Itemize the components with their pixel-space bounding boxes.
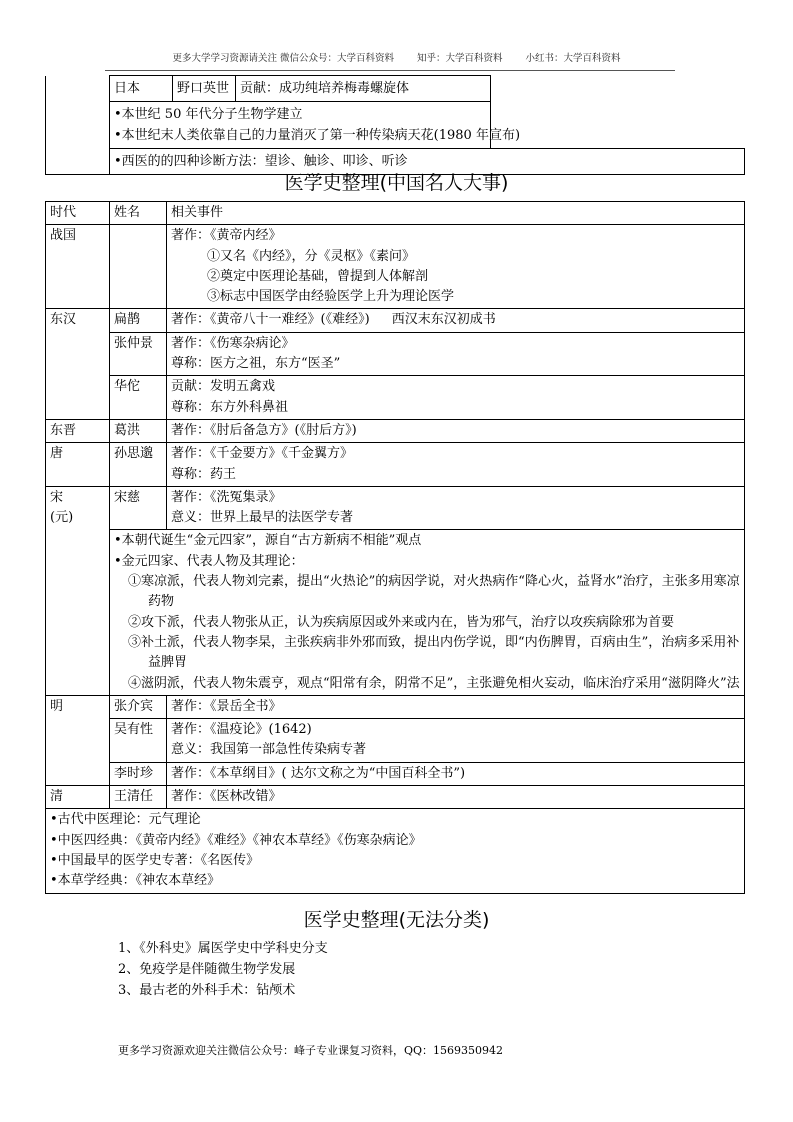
school-item: ②攻下派，代表人物张从正，认为疾病原因或外来或内在，皆为邪气，治疗以攻疾病除邪为首要 <box>128 614 675 630</box>
name-cell: 扁鹊 <box>110 309 167 332</box>
event-line: 意义：世界上最早的法医学专著 <box>171 510 354 526</box>
event-line: 著作：《温疫论》(1642) <box>171 722 312 738</box>
section-title-unclassified: 医学史整理(无法分类) <box>303 909 490 931</box>
event-line: 著作：《黄帝内经》 <box>171 228 282 244</box>
events-cell: 著作：《医林改错》 <box>167 786 745 809</box>
event-line: 尊称：医方之祖，东方“医圣” <box>171 356 341 372</box>
summary-line: •中医四经典：《黄帝内经》《难经》《神农本草经》《伤寒杂病论》 <box>50 832 422 848</box>
western-medicine-continuation-table <box>45 75 745 175</box>
event-line: ③标志中国医学由经验医学上升为理论医学 <box>207 289 455 305</box>
school-item: ①寒凉派，代表人物刘完素，提出“火热论”的病因学说，对火热病作“降心火，益肾水”治疗，主张多用寒凉药物 <box>128 574 740 610</box>
country-cell: 日本 <box>110 76 173 102</box>
bullet-cell <box>110 102 521 149</box>
summary-cell <box>46 809 745 893</box>
header-events: 相关事件 <box>167 202 745 225</box>
list-item: 2、免疫学是伴随微生物学发展 <box>118 962 296 977</box>
events-cell <box>167 376 745 420</box>
name-cell: 吴有性 <box>110 719 167 763</box>
person-cell: 野口英世 <box>173 76 236 102</box>
summary-line: •本草学经典：《神农本草经》 <box>50 873 221 889</box>
school-item: ③补土派，代表人物李杲，主张疾病非外邪而致，提出内伤学说，即“内伤脾胃，百病由生”，治病多采用补益脾胃 <box>128 634 740 671</box>
events-cell: 著作：《景岳全书》 <box>167 695 745 718</box>
event-line: 尊称：药王 <box>171 466 237 482</box>
blank-cell <box>46 76 110 175</box>
era-cell: 东晋 <box>46 419 110 442</box>
bullet-line: •本世纪 50 年代分子生物学建立 <box>114 107 303 122</box>
era-cell: 唐 <box>46 443 110 487</box>
name-cell: 张介宾 <box>110 695 167 718</box>
event-line: 著作：《伤寒杂病论》 <box>171 335 295 351</box>
page-footer: 更多学习资源欢迎关注微信公众号：峰子专业课复习资料，QQ：1569350942 <box>118 1044 504 1057</box>
events-cell <box>167 309 745 332</box>
era-cell: 清 <box>46 786 110 809</box>
summary-line: •古代中医理论：元气理论 <box>50 812 201 828</box>
header-name: 姓名 <box>110 202 167 225</box>
jinyuan-intro: •本朝代诞生“金元四家”，源自“古方新病不相能”观点 <box>114 533 422 549</box>
unclassified-list <box>118 938 328 1001</box>
events-cell <box>167 486 745 530</box>
events-cell <box>167 332 745 376</box>
school-item: ④滋阴派，代表人物朱震亨，观点“阳常有余，阴常不足”，主张避免相火妄动，临床治疗采用“滋阴降火”法 <box>128 675 740 691</box>
jinyuan-cell <box>110 530 745 695</box>
diagnosis-cell: •西医的的四种诊断方法：望诊、触诊、叩诊、听诊 <box>110 149 745 175</box>
event-line: 著作：《千金要方》《千金翼方》 <box>171 446 354 462</box>
event-line: 著作：《黄帝八十一难经》(《难经》) <box>171 312 370 328</box>
header-item: 小红书：大学百科资料 <box>525 53 621 64</box>
page-header <box>0 50 793 64</box>
bullet-line: •本世纪末人类依靠自己的力量消灭了第一种传染病天花(1980 年宣布) <box>114 128 521 143</box>
name-cell: 宋慈 <box>110 486 167 530</box>
name-cell: 王清任 <box>110 786 167 809</box>
era-label: (元) <box>50 510 74 526</box>
event-line: 尊称：东方外科鼻祖 <box>171 399 289 415</box>
era-cell: 战国 <box>46 225 110 309</box>
summary-line: •中国最早的医学史专著：《名医传》 <box>50 852 260 868</box>
header-item: 知乎：大学百科资料 <box>417 53 503 64</box>
name-cell <box>110 225 167 309</box>
events-cell <box>167 719 745 763</box>
list-item: 3、最古老的外科手术：钻颅术 <box>118 983 296 998</box>
contribution-cell: 贡献：成功纯培养梅毒螺旋体 <box>236 76 491 102</box>
header-item: 更多大学学习资源请关注 微信公众号：大学百科资料 <box>172 53 394 64</box>
events-cell: 著作：《肘后备急方》(《肘后方》) <box>167 419 745 442</box>
header-era: 时代 <box>46 202 110 225</box>
event-line: 著作：《洗冤集录》 <box>171 489 282 505</box>
section-title-chinese-figures: 医学史整理(中国名人大事) <box>284 172 509 194</box>
era-cell <box>46 486 110 695</box>
events-cell <box>167 225 745 309</box>
event-line: 意义：我国第一部急性传染病专著 <box>171 742 367 758</box>
era-cell: 明 <box>46 695 110 785</box>
name-cell: 李时珍 <box>110 762 167 785</box>
list-item: 1、《外科史》属医学史中学科史分支 <box>118 941 328 956</box>
event-note: 西汉末东汉初成书 <box>391 312 496 328</box>
events-cell <box>167 443 745 487</box>
event-line: ②奠定中医理论基础，曾提到人体解剖 <box>207 268 429 284</box>
event-line: 贡献：发明五禽戏 <box>171 379 276 395</box>
name-cell: 葛洪 <box>110 419 167 442</box>
era-label: 宋 <box>50 489 64 505</box>
name-cell: 华佗 <box>110 376 167 420</box>
chinese-figures-table <box>45 201 745 894</box>
event-line: ①又名《内经》，分《灵枢》《素问》 <box>207 248 416 264</box>
header-rule <box>105 70 675 71</box>
events-cell: 著作：《本草纲目》( 达尔文称之为“中国百科全书”) <box>167 762 745 785</box>
jinyuan-head: •金元四家、代表人物及其理论： <box>114 553 304 569</box>
name-cell: 孙思邈 <box>110 443 167 487</box>
name-cell: 张仲景 <box>110 332 167 376</box>
era-cell: 东汉 <box>46 309 110 419</box>
